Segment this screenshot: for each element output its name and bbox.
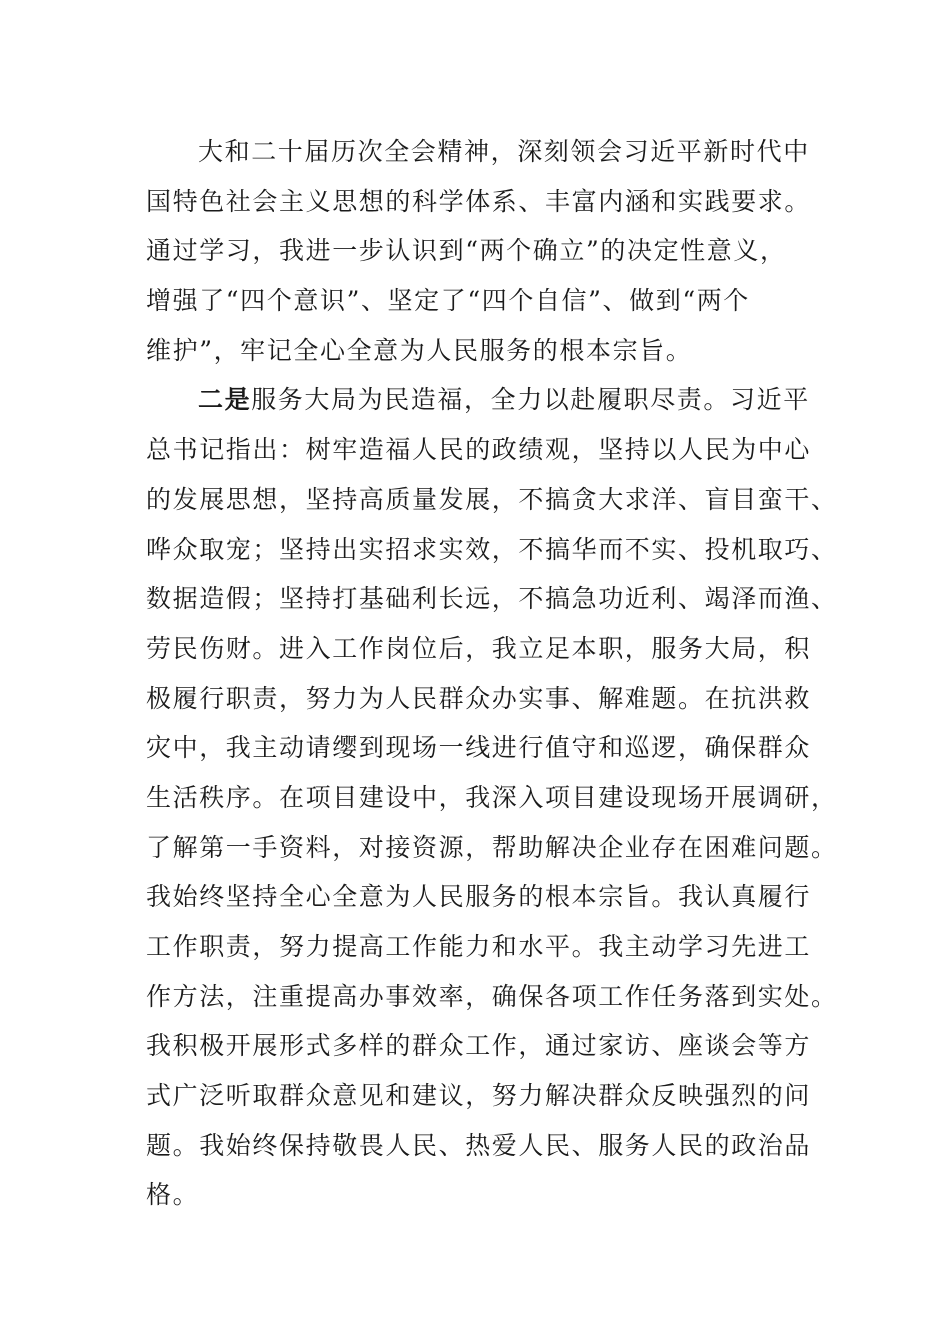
paragraph-line: 格。	[146, 1180, 200, 1210]
body-text	[146, 127, 838, 1220]
paragraph-line: 灾中，我主动请缨到现场一线进行值守和巡逻，确保群众	[146, 733, 812, 763]
paragraph-line: 了解第一手资料，对接资源，帮助解决企业存在困难问题。	[146, 832, 838, 862]
paragraph-line: 极履行职责，努力为人民群众办实事、解难题。在抗洪救	[146, 683, 812, 713]
paragraph-line: 我积极开展形式多样的群众工作，通过家访、座谈会等方	[146, 1031, 812, 1061]
paragraph-line: 数据造假；坚持打基础利长远，不搞急功近利、竭泽而渔、	[146, 584, 838, 614]
paragraph-2	[146, 375, 838, 1220]
section-marker: 二是	[198, 385, 252, 415]
paragraph-line: 劳民伤财。进入工作岗位后，我立足本职，服务大局，积	[146, 633, 812, 663]
paragraph-lead-text: 服务大局为民造福，全力以赴履职尽责。习近平	[251, 385, 810, 415]
paragraph-line: 国特色社会主义思想的科学体系、丰富内涵和实践要求。	[146, 186, 812, 216]
paragraph-line: 题。我始终保持敬畏人民、热爱人民、服务人民的政治品	[146, 1130, 812, 1160]
paragraph-line: 大和二十届历次全会精神，深刻领会习近平新时代中	[198, 137, 810, 166]
paragraph-line: 总书记指出：树牢造福人民的政绩观，坚持以人民为中心	[146, 435, 812, 465]
paragraph-1	[146, 127, 812, 375]
paragraph-line: 通过学习，我进一步认识到“两个确立”的决定性意义，	[146, 236, 787, 266]
paragraph-line: 我始终坚持全心全意为人民服务的根本宗旨。我认真履行	[146, 882, 812, 912]
paragraph-line: 作方法，注重提高办事效率，确保各项工作任务落到实处。	[146, 981, 838, 1011]
paragraph-first-line	[146, 375, 810, 425]
paragraph-line: 增强了“四个意识”、坚定了“四个自信”、做到“两个	[146, 286, 750, 316]
paragraph-line: 的发展思想，坚持高质量发展，不搞贪大求洋、盲目蛮干、	[146, 484, 838, 514]
paragraph-line: 哗众取宠；坚持出实招求实效，不搞华而不实、投机取巧、	[146, 534, 838, 564]
paragraph-line: 生活秩序。在项目建设中，我深入项目建设现场开展调研，	[146, 782, 838, 812]
paragraph-line: 式广泛听取群众意见和建议，努力解决群众反映强烈的问	[146, 1081, 812, 1111]
paragraph-line: 工作职责，努力提高工作能力和水平。我主动学习先进工	[146, 932, 812, 961]
paragraph-line: 维护”，牢记全心全意为人民服务的根本宗旨。	[146, 335, 693, 365]
